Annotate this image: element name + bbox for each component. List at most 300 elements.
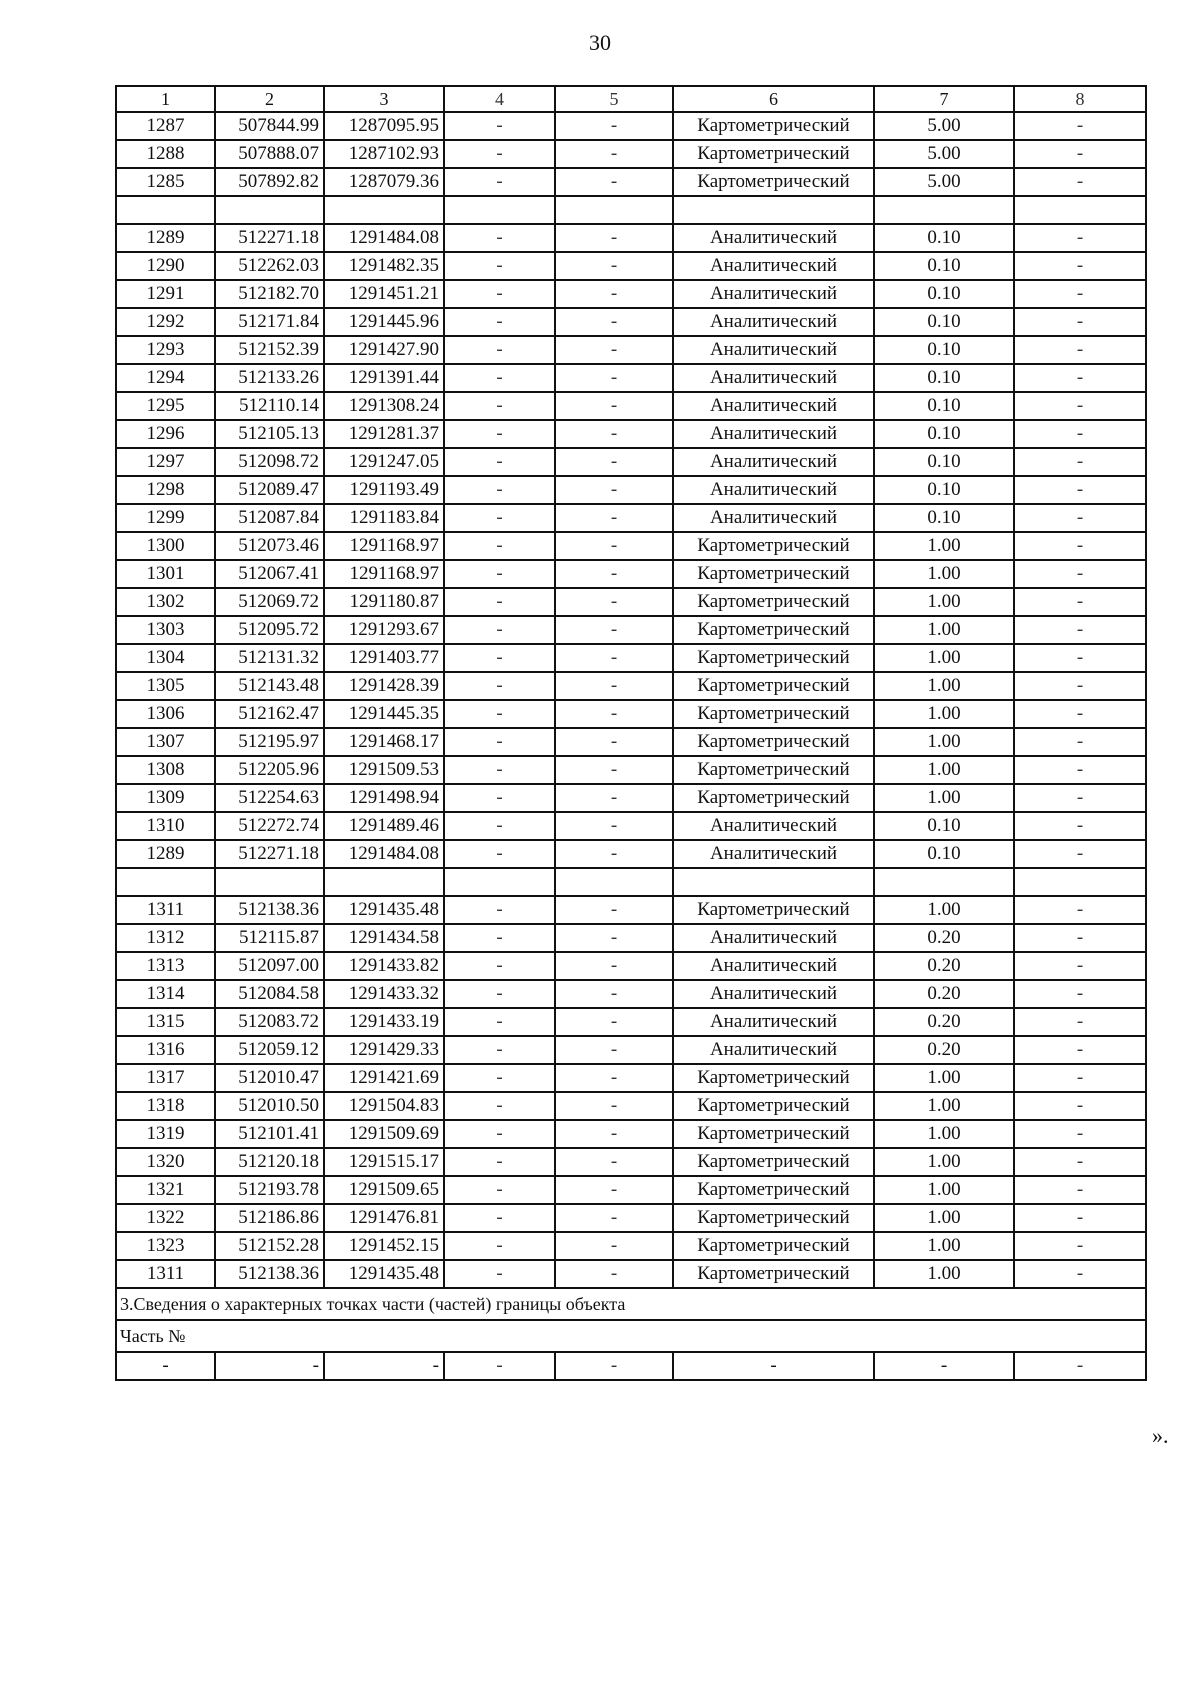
table-row [116,1120,1146,1148]
table-cell-col-5: - [555,1148,673,1176]
table-cell-col-7: 0.10 [874,364,1014,392]
table-cell-col-1: 1306 [116,700,215,728]
table-cell-col-3: 1291509.53 [324,756,444,784]
table-cell-col-5: - [555,168,673,196]
page-number: 30 [589,30,611,55]
table-cell-col-7: 1.00 [874,1120,1014,1148]
table-cell-col-5: - [555,1092,673,1120]
table-cell-col-5: - [555,896,673,924]
table-cell-col-3: 1291504.83 [324,1092,444,1120]
table-cell-col-2: 512162.47 [215,700,324,728]
table-cell-col-1: 1291 [116,280,215,308]
closing-quote-mark: ». [1152,1423,1169,1448]
table-cell-col-2: 512098.72 [215,448,324,476]
table-cell-col-2: 512095.72 [215,616,324,644]
table-cell-col-6 [673,868,874,896]
table-cell-col-6: Картометрический [673,1064,874,1092]
table-cell-col-1: 1289 [116,224,215,252]
table-cell-col-2 [215,868,324,896]
table-cell-col-5: - [555,700,673,728]
table-cell-col-4: - [444,1064,555,1092]
table-cell-col-4: - [444,924,555,952]
table-cell-col-7: 0.10 [874,224,1014,252]
table-cell-col-6: Аналитический [673,364,874,392]
table-cell-col-6: Аналитический [673,308,874,336]
table-cell-col-3: 1291435.48 [324,1260,444,1288]
table-cell-col-5: - [555,784,673,812]
table-cell-col-3: 1291429.33 [324,1036,444,1064]
table-cell-col-2: 512195.97 [215,728,324,756]
table-cell-col-2: 512083.72 [215,1008,324,1036]
table-row [116,364,1146,392]
table-cell-col-5: - [555,1204,673,1232]
table-cell-col-2: 512143.48 [215,672,324,700]
table-cell-col-4: - [444,812,555,840]
table-cell-col-6: - [673,1352,874,1380]
table-body [116,86,1146,1380]
table-cell-col-6: Аналитический [673,504,874,532]
table-cell-col-1: 1305 [116,672,215,700]
table-row [116,1064,1146,1092]
table-cell-col-7: 0.10 [874,504,1014,532]
table-cell-col-7: 1.00 [874,588,1014,616]
table-cell-col-4: - [444,1176,555,1204]
table-cell-col-8: - [1014,336,1146,364]
table-cell-col-6: Картометрический [673,700,874,728]
table-cell-col-2: 512131.32 [215,644,324,672]
table-row [116,756,1146,784]
table-cell-col-6: Картометрический [673,588,874,616]
table-cell-col-4: - [444,308,555,336]
table-cell-col-8: - [1014,560,1146,588]
table-cell-col-6: Картометрический [673,616,874,644]
table-cell-col-7: 0.20 [874,952,1014,980]
table-cell-col-2: 512186.86 [215,1204,324,1232]
table-cell-col-7 [874,868,1014,896]
table-cell-col-4: - [444,420,555,448]
table-cell-col-3: 1291451.21 [324,280,444,308]
table-cell-col-8: - [1014,308,1146,336]
table-cell-col-1: 1287 [116,112,215,140]
table-cell-col-3: 1291193.49 [324,476,444,504]
table-cell-col-4: - [444,1352,555,1380]
coordinates-table [115,85,1147,1381]
table-cell-col-7: 1.00 [874,672,1014,700]
table-cell-col-4: - [444,504,555,532]
table-cell-col-4 [444,196,555,224]
table-cell-col-7: 5.00 [874,140,1014,168]
table-cell-col-6: Аналитический [673,1008,874,1036]
table-cell-col-8: - [1014,980,1146,1008]
table-cell-col-5: - [555,112,673,140]
table-row [116,112,1146,140]
table-cell-col-3: 1291421.69 [324,1064,444,1092]
table-cell-col-1: 1296 [116,420,215,448]
table-cell-col-4: - [444,140,555,168]
table-cell-col-6: Аналитический [673,224,874,252]
table-cell-col-4: - [444,896,555,924]
table-cell-col-7: 0.20 [874,1036,1014,1064]
table-cell-col-4: - [444,252,555,280]
table-cell-col-3: 1291281.37 [324,420,444,448]
table-cell-col-1: 1295 [116,392,215,420]
table-cell-col-2: 512133.26 [215,364,324,392]
table-cell-col-6: Картометрический [673,728,874,756]
table-cell-col-6: Картометрический [673,168,874,196]
table-cell-col-1: 1318 [116,1092,215,1120]
table-row [116,1036,1146,1064]
table-cell-col-4: - [444,1120,555,1148]
table-row [116,308,1146,336]
table-cell-col-3: 1291427.90 [324,336,444,364]
part-label-row [116,1320,1146,1352]
table-cell-col-7: 0.20 [874,1008,1014,1036]
table-cell-col-8: - [1014,140,1146,168]
table-cell-col-8: - [1014,672,1146,700]
table-row [116,560,1146,588]
table-cell-col-7: 1.00 [874,1092,1014,1120]
table-cell-col-2: 512254.63 [215,784,324,812]
table-cell-col-1: 1303 [116,616,215,644]
table-cell-col-1: 1302 [116,588,215,616]
table-cell-col-5: - [555,336,673,364]
table-cell-col-1: 1290 [116,252,215,280]
table-cell-col-6: Картометрический [673,532,874,560]
table-cell-col-1: 1315 [116,1008,215,1036]
table-cell-col-2: 512067.41 [215,560,324,588]
table-cell-col-2: 512089.47 [215,476,324,504]
table-cell-col-5: 5 [555,86,673,112]
table-cell-col-5: - [555,532,673,560]
table-cell-col-2: - [215,1352,324,1380]
table-cell-col-3: - [324,1352,444,1380]
table-row [116,924,1146,952]
table-cell-col-6: Картометрический [673,1176,874,1204]
table-cell-col-1: 1289 [116,840,215,868]
table-cell-col-1: 1300 [116,532,215,560]
table-cell-col-4: - [444,840,555,868]
table-cell-col-8: - [1014,1008,1146,1036]
table-cell-col-6: Аналитический [673,280,874,308]
table-row [116,1204,1146,1232]
table-cell-col-2: 512069.72 [215,588,324,616]
table-cell-col-6: Картометрический [673,1204,874,1232]
table-cell-col-3: 1291482.35 [324,252,444,280]
table-cell-col-4: - [444,1148,555,1176]
table-row [116,672,1146,700]
table-cell-col-2: 507892.82 [215,168,324,196]
table-cell-col-5: - [555,952,673,980]
table-cell-col-8 [1014,868,1146,896]
table-cell-col-7: 0.10 [874,840,1014,868]
table-cell-col-6: Картометрический [673,140,874,168]
table-cell-col-5: - [555,672,673,700]
table-cell-col-6: Картометрический [673,1148,874,1176]
table-row [116,700,1146,728]
table-cell-col-7: 0.10 [874,308,1014,336]
table-row [116,644,1146,672]
table-cell-col-1: 1310 [116,812,215,840]
table-cell-col-8: - [1014,1204,1146,1232]
table-cell-col-7: 1.00 [874,896,1014,924]
table-cell-col-3: 1291168.97 [324,532,444,560]
table-cell-col-8: - [1014,1064,1146,1092]
table-row [116,952,1146,980]
table-cell-col-5: - [555,224,673,252]
table-cell-col-1: 1311 [116,1260,215,1288]
table-cell-col-5: - [555,728,673,756]
table-cell-col-7: 0.10 [874,448,1014,476]
table-cell-col-8: - [1014,1176,1146,1204]
table-cell-col-5: - [555,756,673,784]
table-header-row [116,86,1146,112]
table-cell-col-7: 1.00 [874,728,1014,756]
table-cell-col-2: 512115.87 [215,924,324,952]
table-cell-col-1: 1317 [116,1064,215,1092]
table-row [116,896,1146,924]
table-cell-col-1: 1301 [116,560,215,588]
table-cell-col-8: - [1014,476,1146,504]
table-cell-col-6: Картометрический [673,672,874,700]
table-cell-col-8: - [1014,644,1146,672]
table-cell-col-3: 1291468.17 [324,728,444,756]
table-cell-col-2: 512110.14 [215,392,324,420]
table-cell-col-4: - [444,616,555,644]
table-row [116,840,1146,868]
table-cell-col-3: 1291498.94 [324,784,444,812]
table-cell-col-4: - [444,476,555,504]
table-cell-col-3: 1291509.69 [324,1120,444,1148]
table-cell-col-7: 1.00 [874,532,1014,560]
table-cell-col-5: - [555,1120,673,1148]
table-cell-col-1: 1312 [116,924,215,952]
table-cell-col-3: 1291403.77 [324,644,444,672]
table-cell-col-8: - [1014,252,1146,280]
table-cell-col-8: - [1014,224,1146,252]
table-cell-col-5: - [555,980,673,1008]
table-cell-col-1: 1 [116,86,215,112]
table-cell-col-1: 1320 [116,1148,215,1176]
table-cell-col-8: - [1014,1092,1146,1120]
table-row [116,280,1146,308]
table-cell-col-7: 5.00 [874,112,1014,140]
table-cell-col-3: 1291183.84 [324,504,444,532]
table-cell-col-7: 0.10 [874,252,1014,280]
table-cell-col-1 [116,868,215,896]
table-cell-col-5: - [555,476,673,504]
table-row [116,1092,1146,1120]
table-cell-col-5: - [555,924,673,952]
table-cell-col-6: Картометрический [673,1232,874,1260]
table-cell-col-7: 1.00 [874,1204,1014,1232]
table-cell-col-7: 0.20 [874,980,1014,1008]
table-cell-col-3: 1291433.19 [324,1008,444,1036]
table-row [116,140,1146,168]
table-cell-col-3: 1287079.36 [324,168,444,196]
table-cell-col-6: Картометрический [673,1092,874,1120]
table-cell-col-4: - [444,644,555,672]
table-cell-col-5: - [555,504,673,532]
table-cell-col-2: 512120.18 [215,1148,324,1176]
table-cell-col-4: - [444,448,555,476]
table-cell-col-8: - [1014,168,1146,196]
table-row [116,1232,1146,1260]
table-cell-col-4: - [444,1260,555,1288]
table-cell-col-6 [673,196,874,224]
table-cell-col-4: - [444,952,555,980]
table-cell-col-6: Аналитический [673,980,874,1008]
table-row [116,504,1146,532]
table-cell-col-1 [116,196,215,224]
table-gap-row [116,868,1146,896]
table-row [116,616,1146,644]
table-cell-col-1: 1313 [116,952,215,980]
table-cell-col-3: 1291391.44 [324,364,444,392]
table-cell-col-3: 1291476.81 [324,1204,444,1232]
table-cell-col-5: - [555,644,673,672]
table-cell-col-8: - [1014,1260,1146,1288]
table-cell-col-7: 1.00 [874,1260,1014,1288]
table-cell-col-5: - [555,1036,673,1064]
table-cell-col-4: - [444,364,555,392]
table-cell-col-6: Аналитический [673,420,874,448]
table-cell-col-2: 512182.70 [215,280,324,308]
table-cell-col-6: Картометрический [673,756,874,784]
table-cell-col-2: 512010.50 [215,1092,324,1120]
table-cell-col-1: 1323 [116,1232,215,1260]
table-cell-col-6: Аналитический [673,924,874,952]
table-cell-col-2: 512152.39 [215,336,324,364]
table-cell-col-2: 512010.47 [215,1064,324,1092]
table-cell-col-5: - [555,308,673,336]
table-row [116,1260,1146,1288]
table-cell-col-4: 4 [444,86,555,112]
table-row [116,532,1146,560]
table-row [116,224,1146,252]
section-title: 3.Сведения о характерных точках части (частей) границы объекта [116,1288,1146,1320]
table-cell-col-7: - [874,1352,1014,1380]
table-cell-col-3: 1291489.46 [324,812,444,840]
table-cell-col-6: Картометрический [673,112,874,140]
table-cell-col-8: - [1014,532,1146,560]
table-cell-col-8: 8 [1014,86,1146,112]
table-cell-col-1: 1288 [116,140,215,168]
table-cell-col-8: - [1014,448,1146,476]
table-cell-col-6: Картометрический [673,560,874,588]
table-cell-col-1: - [116,1352,215,1380]
table-cell-col-5: - [555,280,673,308]
table-cell-col-3: 1291445.35 [324,700,444,728]
table-cell-col-7: 0.10 [874,336,1014,364]
table-cell-col-1: 1308 [116,756,215,784]
table-cell-col-3: 1291308.24 [324,392,444,420]
table-cell-col-5: - [555,1008,673,1036]
table-cell-col-3: 1291247.05 [324,448,444,476]
table-cell-col-2: 512271.18 [215,224,324,252]
table-cell-col-5 [555,868,673,896]
table-cell-col-7: 0.10 [874,476,1014,504]
table-row [116,1176,1146,1204]
table-cell-col-6: Картометрический [673,1260,874,1288]
table-cell-col-8: - [1014,504,1146,532]
table-cell-col-7: 5.00 [874,168,1014,196]
table-cell-col-8 [1014,196,1146,224]
table-cell-col-5: - [555,1352,673,1380]
table-cell-col-2: 512152.28 [215,1232,324,1260]
table-cell-col-1: 1292 [116,308,215,336]
table-cell-col-7: 1.00 [874,1232,1014,1260]
table-cell-col-7: 0.10 [874,812,1014,840]
table-cell-col-2: 512087.84 [215,504,324,532]
table-cell-col-1: 1299 [116,504,215,532]
table-cell-col-7: 1.00 [874,784,1014,812]
table-cell-col-7 [874,196,1014,224]
table-cell-col-8: - [1014,420,1146,448]
table-cell-col-1: 1316 [116,1036,215,1064]
table-cell-col-5: - [555,1232,673,1260]
table-cell-col-4: - [444,224,555,252]
table-cell-col-7: 1.00 [874,1148,1014,1176]
table-cell-col-7: 0.10 [874,420,1014,448]
table-cell-col-8: - [1014,1148,1146,1176]
table-cell-col-8: - [1014,364,1146,392]
table-cell-col-2: 507888.07 [215,140,324,168]
table-cell-col-4: - [444,588,555,616]
table-row [116,784,1146,812]
table-cell-col-8: - [1014,392,1146,420]
table-row [116,1008,1146,1036]
table-cell-col-1: 1319 [116,1120,215,1148]
table-cell-col-1: 1304 [116,644,215,672]
table-cell-col-3: 1291484.08 [324,224,444,252]
table-cell-col-8: - [1014,1232,1146,1260]
table-cell-col-8: - [1014,896,1146,924]
table-cell-col-4: - [444,784,555,812]
table-cell-col-3: 1291452.15 [324,1232,444,1260]
table-cell-col-6: Аналитический [673,392,874,420]
table-cell-col-2: 512193.78 [215,1176,324,1204]
table-cell-col-7: 1.00 [874,700,1014,728]
table-cell-col-1: 1285 [116,168,215,196]
table-final-row [116,1352,1146,1380]
table-cell-col-8: - [1014,952,1146,980]
table-row [116,252,1146,280]
table-row [116,728,1146,756]
table-cell-col-6: Картометрический [673,784,874,812]
table-cell-col-3: 1291180.87 [324,588,444,616]
table-cell-col-1: 1298 [116,476,215,504]
table-cell-col-4: - [444,336,555,364]
table-cell-col-4: - [444,756,555,784]
table-cell-col-1: 1309 [116,784,215,812]
table-cell-col-2: 512059.12 [215,1036,324,1064]
table-cell-col-3: 1291428.39 [324,672,444,700]
table-cell-col-3: 1291293.67 [324,616,444,644]
table-cell-col-2: 512271.18 [215,840,324,868]
table-cell-col-1: 1294 [116,364,215,392]
table-cell-col-7: 1.00 [874,616,1014,644]
table-cell-col-3: 3 [324,86,444,112]
table-cell-col-7: 7 [874,86,1014,112]
table-cell-col-8: - [1014,1352,1146,1380]
table-cell-col-4: - [444,1092,555,1120]
table-cell-col-5: - [555,560,673,588]
table-cell-col-6: Аналитический [673,1036,874,1064]
table-cell-col-7: 1.00 [874,1064,1014,1092]
table-gap-row [116,196,1146,224]
table-cell-col-7: 1.00 [874,1176,1014,1204]
table-cell-col-4: - [444,532,555,560]
